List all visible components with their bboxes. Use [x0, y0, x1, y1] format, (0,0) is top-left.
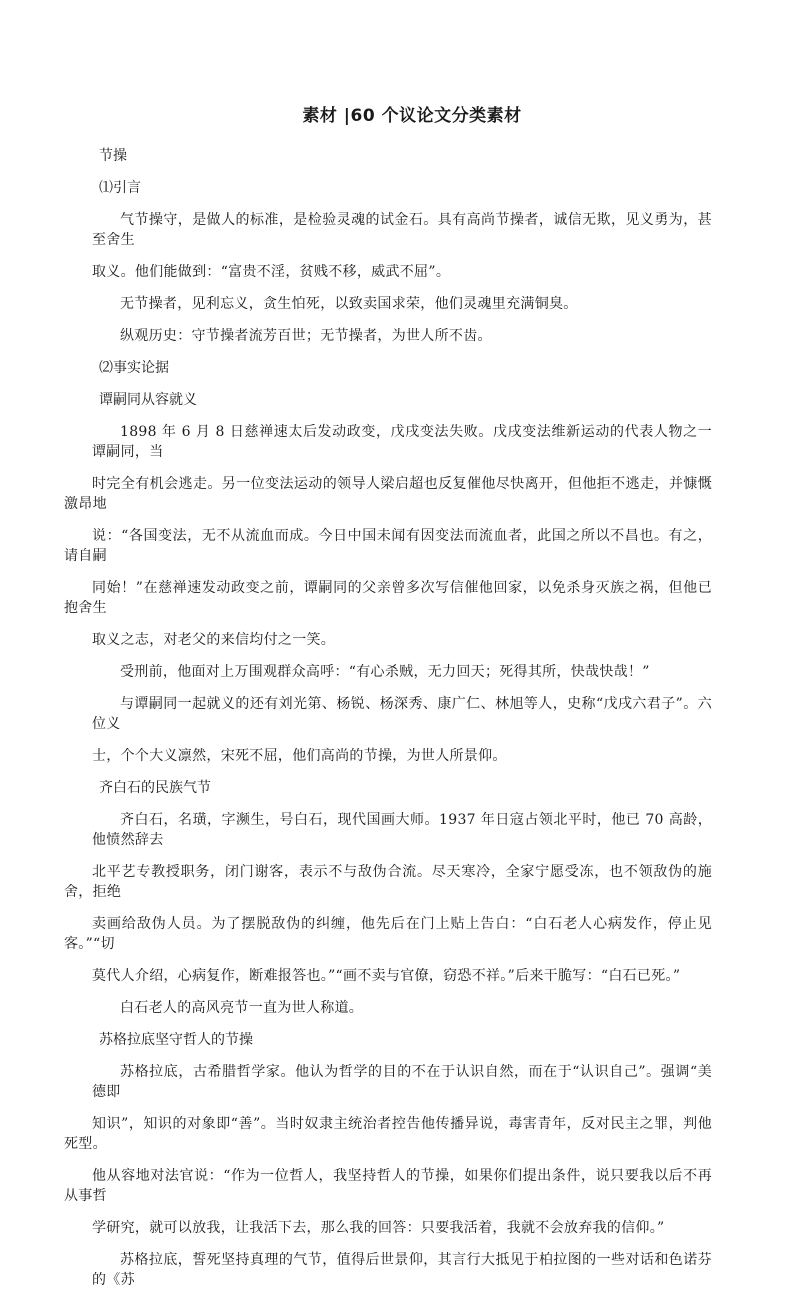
page-title: 素材 |60 个议论文分类素材 — [302, 106, 522, 126]
subsection-label-intro: ⑴引言 — [99, 180, 141, 196]
evidence-items — [64, 390, 712, 1290]
paragraph — [92, 662, 712, 682]
paragraph-line: 受刑前，他面对上万围观群众高呼：“有心杀贼，无力回天；死得其所，快哉快哉！” — [120, 664, 650, 680]
paragraph-line: 莫代人介绍，心病复作，断难报答也。”“画不卖与官僚，窃恐不祥。”后来干脆写：“白石已死。” — [92, 968, 681, 984]
evidence-item-title: 苏格拉底坚守哲人的节操 — [99, 1032, 253, 1048]
paragraph-line: 气节操守，是做人的标准，是检验灵魂的试金石。具有高尚节操者，诚信无欺，见义勇为，甚至舍生 — [92, 212, 712, 248]
evidence-item-title: 谭嗣同从容就义 — [99, 392, 197, 408]
paragraph-line: 他从容地对法官说：“作为一位哲人，我坚持哲人的节操，如果你们提出条件，说只要我以后不再从事哲 — [64, 1168, 712, 1204]
paragraph-line: 士，个个大义凛然，宋死不屈，他们高尚的节操，为世人所景仰。 — [92, 748, 507, 764]
paragraph-line: 与谭嗣同一起就义的还有刘光第、杨锐、杨深秀、康广仁、林旭等人，史称“戊戌六君子”。六位义 — [92, 696, 712, 732]
paragraph — [92, 694, 712, 766]
paragraph-line: 知识”，知识的对象即“善”。当时奴隶主统治者控告他传播异说，毒害青年，反对民主之罪，判他死型。 — [64, 1116, 712, 1152]
intro-paragraphs — [92, 210, 712, 346]
section-heading: 节操 — [99, 148, 127, 164]
paragraph — [92, 210, 712, 282]
paragraph-line: 取义。他们能做到：“富贵不淫，贫贱不移，威武不屈”。 — [92, 264, 451, 280]
paragraph — [92, 998, 712, 1018]
paragraph-line: 卖画给敌伪人员。为了摆脱敌伪的纠缠，他先后在门上贴上告白：“白石老人心病发作，停止见客。”“切 — [64, 916, 712, 952]
paragraph — [64, 422, 712, 650]
paragraph — [92, 326, 712, 346]
paragraph-line: 苏格拉底，古希腊哲学家。他认为哲学的目的不在于认识自然，而在于“认识自己”。强调“美德即 — [92, 1064, 712, 1100]
paragraph — [92, 294, 712, 314]
paragraph — [64, 1062, 712, 1238]
paragraph-line: 纵观历史：守节操者流芳百世；无节操者，为世人所不齿。 — [120, 328, 492, 344]
evidence-item-title: 齐白石的民族气节 — [99, 780, 211, 796]
paragraph-line: 北平艺专教授职务，闭门谢客，表示不与敌伪合流。尽天寒冷，全家宁愿受冻，也不领敌伪的施舍，拒绝 — [64, 864, 712, 900]
paragraph-line: 苏格拉底，誓死坚持真理的气节，值得后世景仰，其言行大抵见于柏拉图的一些对话和色诺芬的《苏 — [92, 1252, 712, 1288]
paragraph-line: 同始！”在慈禅速发动政变之前，谭嗣同的父亲曾多次写信催他回家，以免杀身灭族之祸，但他已抱舍生 — [64, 580, 712, 616]
paragraph-line: 无节操者，见利忘义，贪生怕死，以致卖国求荣，他们灵魂里充满铜臭。 — [120, 296, 578, 312]
subsection-label-evidence: ⑵事实论据 — [99, 360, 169, 376]
paragraph-line: 取义之志，对老父的来信均付之一笑。 — [92, 632, 336, 648]
paragraph-line: 说：“各国变法，无不从流血而成。今日中国未闻有因变法而流血者，此国之所以不昌也。有之，请自嗣 — [64, 528, 712, 564]
paragraph-line: 齐白石，名璜，字濒生，号白石，现代国画大师。1937 年日寇占领北平时，他已 70 高龄，他愤然辞去 — [92, 812, 712, 848]
paragraph-line: 学研究，就可以放我，让我活下去，那么我的回答：只要我活着，我就不会放弃我的信仰。” — [92, 1220, 665, 1236]
paragraph-line: 时完全有机会逃走。另一位变法运动的领导人梁启超也反复催他尽快离开，但他拒不逃走，并慷慨激昂地 — [64, 476, 712, 512]
paragraph — [64, 810, 712, 986]
paragraph-line: 1898 年 6 月 8 日慈禅速太后发动政变，戊戌变法失败。戊戌变法维新运动的代表人物之一谭嗣同，当 — [92, 424, 712, 460]
paragraph — [92, 1250, 712, 1290]
paragraph-line: 白石老人的高风亮节一直为世人称道。 — [120, 1000, 364, 1016]
